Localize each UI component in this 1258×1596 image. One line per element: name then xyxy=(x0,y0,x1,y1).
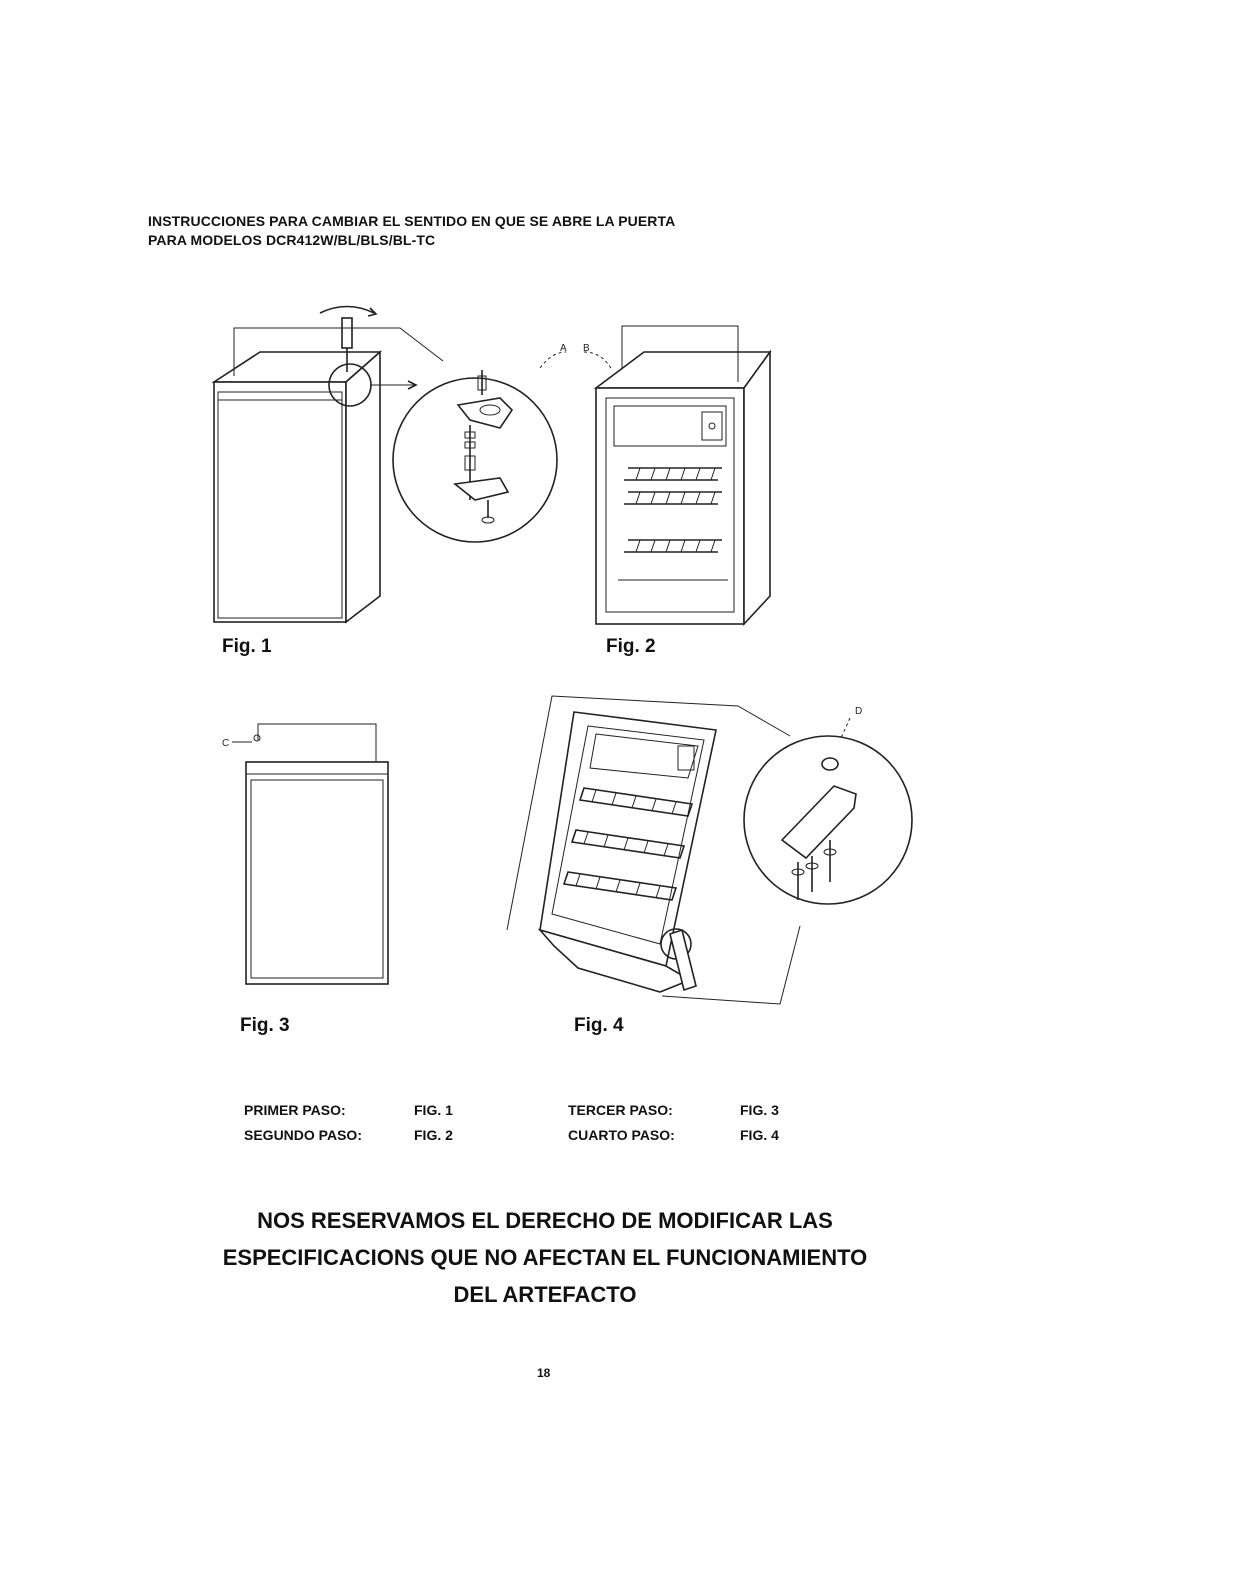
callout-d: D xyxy=(855,706,863,717)
page-number: 18 xyxy=(537,1366,551,1380)
callout-a: A xyxy=(560,343,567,354)
step-1-fig: FIG. 1 xyxy=(414,1102,453,1118)
step-2-fig: FIG. 2 xyxy=(414,1127,453,1143)
rights-notice xyxy=(0,1202,1090,1313)
rights-notice-line-2: ESPECIFICACIONS QUE NO AFECTAN EL FUNCIONAMIENTO xyxy=(222,1245,868,1270)
fig1-label: Fig. 1 xyxy=(222,636,272,657)
step-3-fig: FIG. 3 xyxy=(740,1102,779,1118)
step-4-label: CUARTO PASO: xyxy=(568,1127,675,1143)
header-models: PARA MODELOS DCR412W/BL/BLS/BL-TC xyxy=(148,232,436,248)
fig1-fridge-drawing xyxy=(214,307,557,623)
step-4-fig: FIG. 4 xyxy=(740,1127,779,1143)
fig3-label: Fig. 3 xyxy=(240,1015,290,1036)
fig2-fridge-drawing xyxy=(540,326,770,624)
header-title: INSTRUCCIONES PARA CAMBIAR EL SENTIDO EN QUE SE ABRE LA PUERTA xyxy=(148,213,676,229)
step-2-label: SEGUNDO PASO: xyxy=(244,1127,362,1143)
rights-notice-line-3: DEL ARTEFACTO xyxy=(453,1282,637,1307)
callout-c: C xyxy=(222,738,230,749)
rights-notice-line-1: NOS RESERVAMOS EL DERECHO DE MODIFICAR LAS xyxy=(257,1208,833,1233)
fig4-fridge-drawing xyxy=(507,696,912,1004)
fig4-label: Fig. 4 xyxy=(574,1015,624,1036)
fig2-label: Fig. 2 xyxy=(606,636,656,657)
step-1-label: PRIMER PASO: xyxy=(244,1102,346,1118)
fig3-fridge-drawing xyxy=(232,724,388,984)
callout-b: B xyxy=(583,343,590,354)
step-3-label: TERCER PASO: xyxy=(568,1102,673,1118)
